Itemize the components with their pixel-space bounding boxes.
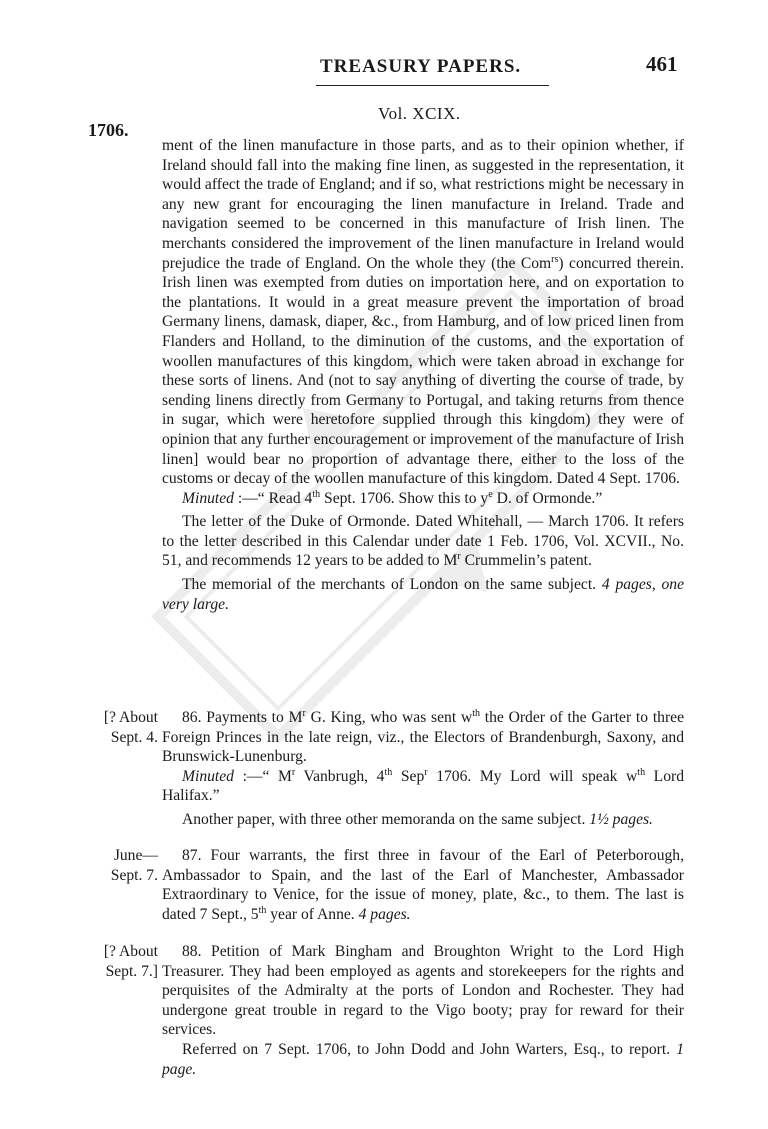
minuted-note: Minuted :—“ $M^r$ Vanbrugh, 4th Sep$^r$ 1706. My Lord will speak $w^{th}$ Lord Halifax.”	[162, 766, 684, 805]
year-margin: 1706.	[88, 120, 129, 140]
entry-text: 88. Petition of Mark Bingham and Broughton Wright to the Lord High Treasurer. They had been employed as agents and storekeepers for the rights and perquisites of the Admiralty at the ports of London and Rochester. They had undergone great trouble in regard to the Vigo booty; pray for reward for their services.	[162, 943, 684, 1039]
paragraph: The letter of the Duke of Ormonde. Dated Whitehall, — March 1706. It refers to the letter described in this Calendar under date 1 Feb. 1706, Vol. XCVII., No. 51, and recommends 12 years to be added to $M^r$ Crummelin’s patent.	[162, 513, 684, 570]
entry-text: 86. Payments to $M^r$ G. King, who was sent $w^{th}$ the Order of the Garter to three Foreign Princes in the late reign, viz., the Electors of Brandenburgh, Saxony, and Brunswick-Lunenburg.	[162, 707, 684, 766]
paragraph: Referred on 7 Sept. 1706, to John Dodd and John Warters, Esq., to report. 1 page.	[162, 1040, 684, 1078]
paragraph: The memorial of the merchants of London on the same subject. 4 pages, one very large.	[162, 576, 685, 613]
continuation-block	[162, 136, 684, 614]
page-number: 461	[646, 52, 678, 76]
margin-date-86: [? About Sept. 4.	[103, 709, 158, 746]
margin-date-88: [? About Sept. 7.]	[103, 943, 158, 980]
volume-heading: Vol. XCIX.	[378, 104, 461, 123]
entry-text: 87. Four warrants, the first three in favour of the Earl of Peterborough, Ambassador to Spain, and the last of the Earl of Manchester, Ambassador Extraordinary to Venice, for the issue of money, plate, &c., to them. The last is dated 7 Sept., 5th year of Anne. 4 pages.	[162, 847, 684, 923]
margin-date-87: June— Sept. 7.	[110, 847, 158, 884]
minuted-note: Minuted :—“ Read 4th Sept. 1706. Show this to $y^e$ D. of Ormonde.”	[182, 488, 603, 507]
entry-87	[162, 846, 684, 924]
paragraph: Another paper, with three other memoranda on the same subject. 1½ pages.	[182, 810, 653, 828]
paragraph: ment of the linen manufacture in those parts, and as to their opinion whether, if Ireland should fall into the making fine linen, as suggested in the representation, it would affect the trade of England; and if so, what restrictions might be necessary in any new grant for encouraging the linen manufacture in Ireland. Trade and navigation seemed to be concerned in this manufacture of Irish linen. The merchants considered the improvement of the linen manufacture in Ireland would prejudice the trade of England. On the whole they (the Com$^{rs}$) concurred therein. Irish linen was exempted from duties on importation here, and on exportation to the plantations. It would in a great measure prevent the importation of broad Germany linens, damask, diaper, &c., from Hamburg, and of low priced linen from Flanders and Holland, to the diminution of the customs, and the exportation of woollen manufactures of this kingdom, which were taken abroad in exchange for these sorts of linens. And (not to say anything of diverting the course of trade, by sending linens directly from Germany to Portugal, and taking returns from thence in sugar, which were heretofore supplied through this kingdom) they were of opinion that any further encouragement or improvement of the manufacture of Irish linen] would bear no proportion of advantage there, either to the loss of the customs or decay of the woollen manufacture of this kingdom. Dated 4 Sept. 1706.	[162, 137, 684, 488]
volume-line	[0, 104, 768, 140]
page-header	[0, 48, 768, 88]
entry-86	[162, 708, 684, 830]
running-head: TREASURY PAPERS.	[320, 56, 522, 77]
entry-88	[162, 942, 684, 1079]
header-rule	[316, 85, 549, 86]
